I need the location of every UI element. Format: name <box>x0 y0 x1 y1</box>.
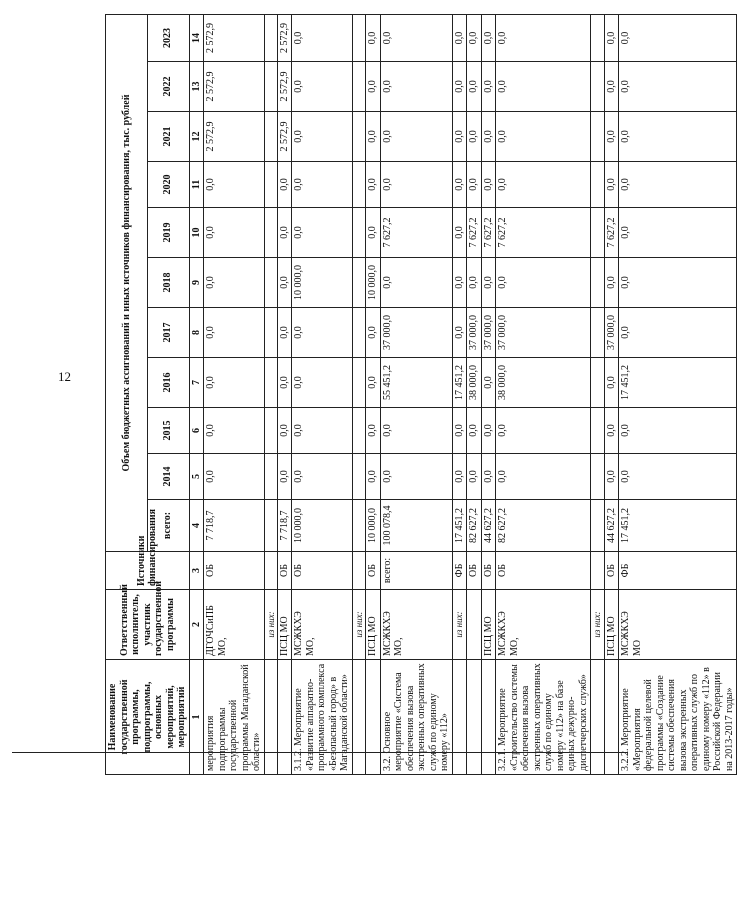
row-name-cell <box>264 660 277 775</box>
row-value-cell: 0,0 <box>204 162 265 208</box>
header-volume: Объем бюджетных ассигнований и иных источников финансирования, тыс. рублей <box>106 14 148 551</box>
row-source-cell: ОБ <box>292 552 353 590</box>
row-executor-cell: ПСЦ МО <box>481 590 496 660</box>
row-value-cell: 17 451,2 <box>452 358 467 408</box>
row-name-cell <box>352 660 365 775</box>
row-value-cell: 0,0 <box>467 112 482 162</box>
row-value-cell <box>352 112 365 162</box>
row-value-cell: 7 718,7 <box>277 500 292 552</box>
row-value-cell: 0,0 <box>604 358 619 408</box>
col-number: 3 <box>189 552 204 590</box>
row-value-cell: 0,0 <box>204 358 265 408</box>
row-value-cell <box>264 62 277 112</box>
col-number: 1 <box>189 660 204 775</box>
header-year: 2017 <box>147 308 189 358</box>
row-value-cell: 7 627,2 <box>481 208 496 258</box>
row-value-cell: 2 572,9 <box>204 14 265 61</box>
row-value-cell: 0,0 <box>604 112 619 162</box>
table-row <box>591 14 604 774</box>
row-source-cell: всего: <box>380 552 452 590</box>
row-value-cell: 0,0 <box>277 308 292 358</box>
row-value-cell <box>352 14 365 61</box>
row-value-cell: 10 000,0 <box>292 258 353 308</box>
table-row <box>352 14 365 774</box>
row-value-cell <box>591 112 604 162</box>
header-year: 2016 <box>147 358 189 408</box>
row-value-cell: 0,0 <box>619 162 737 208</box>
row-source-cell <box>264 552 277 590</box>
row-value-cell: 2 572,9 <box>204 112 265 162</box>
row-value-cell: 0,0 <box>292 408 353 454</box>
row-value-cell: 0,0 <box>604 408 619 454</box>
row-value-cell: 2 572,9 <box>277 112 292 162</box>
row-executor-cell: МСЖКХЭ МО, <box>496 590 591 660</box>
table-row <box>496 14 591 774</box>
row-value-cell: 0,0 <box>292 162 353 208</box>
col-number: 5 <box>189 454 204 500</box>
row-value-cell <box>264 308 277 358</box>
row-executor-cell: ПСЦ МО <box>366 590 381 660</box>
row-value-cell: 7 627,2 <box>467 208 482 258</box>
row-value-cell <box>352 208 365 258</box>
row-value-cell: 0,0 <box>277 454 292 500</box>
row-value-cell: 100 078,4 <box>380 500 452 552</box>
row-name-cell: 3.1.2. Мероприятие «Развитие аппаратно-программного комплекса «Безопасный город» в Магаданской области» <box>292 660 353 775</box>
row-executor-cell: ДГОЧСиПБ МО, <box>204 590 265 660</box>
table-row <box>452 14 467 774</box>
row-value-cell: 0,0 <box>366 208 381 258</box>
row-value-cell <box>352 258 365 308</box>
row-value-cell: 0,0 <box>604 14 619 61</box>
table-row <box>604 14 619 774</box>
row-value-cell: 0,0 <box>204 408 265 454</box>
row-value-cell: 0,0 <box>604 162 619 208</box>
table-row <box>380 14 452 774</box>
header-year: 2022 <box>147 62 189 112</box>
row-value-cell: 0,0 <box>380 258 452 308</box>
row-value-cell <box>591 408 604 454</box>
col-number: 14 <box>189 14 204 61</box>
row-value-cell: 0,0 <box>292 308 353 358</box>
row-value-cell: 0,0 <box>619 258 737 308</box>
row-executor-cell: из них: <box>452 590 467 660</box>
header-year: 2023 <box>147 14 189 61</box>
row-value-cell: 0,0 <box>496 112 591 162</box>
row-source-cell: ОБ <box>604 552 619 590</box>
row-value-cell: 17 451,2 <box>452 500 467 552</box>
row-value-cell: 0,0 <box>452 308 467 358</box>
header-year: 2020 <box>147 162 189 208</box>
row-value-cell: 0,0 <box>496 14 591 61</box>
row-value-cell: 0,0 <box>452 112 467 162</box>
row-value-cell: 0,0 <box>380 454 452 500</box>
row-value-cell: 0,0 <box>292 112 353 162</box>
header-year: 2014 <box>147 454 189 500</box>
row-value-cell: 7 627,2 <box>496 208 591 258</box>
row-value-cell: 0,0 <box>452 14 467 61</box>
header-total: всего: <box>147 500 189 552</box>
row-value-cell <box>352 408 365 454</box>
row-value-cell: 7 718,7 <box>204 500 265 552</box>
row-value-cell: 0,0 <box>467 162 482 208</box>
row-executor-cell: МСЖКХЭ МО, <box>292 590 353 660</box>
row-value-cell: 0,0 <box>366 358 381 408</box>
row-value-cell: 0,0 <box>366 308 381 358</box>
row-value-cell: 0,0 <box>619 208 737 258</box>
row-value-cell: 0,0 <box>366 454 381 500</box>
row-value-cell: 37 000,0 <box>481 308 496 358</box>
row-value-cell: 0,0 <box>277 208 292 258</box>
row-executor-cell: из них: <box>591 590 604 660</box>
row-value-cell <box>352 62 365 112</box>
row-value-cell: 0,0 <box>204 308 265 358</box>
row-value-cell: 0,0 <box>452 162 467 208</box>
row-value-cell: 0,0 <box>204 208 265 258</box>
row-value-cell <box>264 358 277 408</box>
footer-rule <box>12 752 628 753</box>
row-value-cell: 0,0 <box>380 62 452 112</box>
row-value-cell: 37 000,0 <box>467 308 482 358</box>
table-row <box>467 14 482 774</box>
row-value-cell <box>264 408 277 454</box>
row-value-cell: 10 000,0 <box>292 500 353 552</box>
row-value-cell: 37 000,0 <box>496 308 591 358</box>
row-value-cell: 17 451,2 <box>619 358 737 408</box>
row-value-cell <box>264 162 277 208</box>
row-name-cell: 3.2.2. Мероприятие «Мероприятия федеральной целевой программы «Создание системы обеспечения вызова экстренных оперативных служб по единому номеру «112» в Российской Федерации на 2013-2017 годы» <box>619 660 737 775</box>
row-value-cell: 0,0 <box>619 454 737 500</box>
row-name-cell <box>467 660 482 775</box>
row-value-cell: 0,0 <box>496 454 591 500</box>
row-value-cell: 0,0 <box>292 358 353 408</box>
row-value-cell <box>352 162 365 208</box>
column-numbers-row <box>189 14 204 774</box>
col-number: 4 <box>189 500 204 552</box>
row-source-cell: ОБ <box>204 552 265 590</box>
row-value-cell: 0,0 <box>619 62 737 112</box>
row-value-cell: 0,0 <box>481 112 496 162</box>
row-value-cell: 82 627,2 <box>467 500 482 552</box>
row-source-cell: ОБ <box>467 552 482 590</box>
row-name-cell <box>481 660 496 775</box>
col-number: 9 <box>189 258 204 308</box>
row-value-cell: 82 627,2 <box>496 500 591 552</box>
row-name-cell <box>604 660 619 775</box>
row-source-cell: ОБ <box>277 552 292 590</box>
row-executor-cell: из них: <box>352 590 365 660</box>
row-value-cell: 0,0 <box>204 258 265 308</box>
row-value-cell <box>591 358 604 408</box>
col-number: 13 <box>189 62 204 112</box>
row-value-cell: 0,0 <box>496 162 591 208</box>
row-value-cell: 2 572,9 <box>204 62 265 112</box>
row-value-cell: 2 572,9 <box>277 14 292 61</box>
row-value-cell: 0,0 <box>481 62 496 112</box>
row-value-cell: 0,0 <box>452 208 467 258</box>
row-value-cell: 0,0 <box>277 358 292 408</box>
row-value-cell: 0,0 <box>619 14 737 61</box>
row-value-cell <box>264 208 277 258</box>
budget-table <box>105 14 737 775</box>
row-value-cell: 0,0 <box>277 258 292 308</box>
row-value-cell: 38 000,0 <box>496 358 591 408</box>
row-value-cell: 0,0 <box>619 408 737 454</box>
row-value-cell: 44 627,2 <box>604 500 619 552</box>
row-value-cell: 0,0 <box>452 258 467 308</box>
row-value-cell <box>352 500 365 552</box>
row-value-cell: 0,0 <box>481 454 496 500</box>
header-executor: Ответственный исполнитель, участник государственной программы <box>106 590 190 660</box>
row-value-cell: 0,0 <box>366 408 381 454</box>
table-row <box>366 14 381 774</box>
row-value-cell <box>352 454 365 500</box>
row-value-cell: 0,0 <box>604 258 619 308</box>
header-year: 2019 <box>147 208 189 258</box>
row-value-cell: 0,0 <box>467 62 482 112</box>
row-value-cell: 0,0 <box>380 112 452 162</box>
row-value-cell: 0,0 <box>496 258 591 308</box>
header-source: Источники финансирования <box>106 552 190 590</box>
table-body <box>204 14 737 774</box>
row-value-cell: 0,0 <box>481 358 496 408</box>
row-value-cell <box>591 258 604 308</box>
row-source-cell: ОБ <box>496 552 591 590</box>
table-row <box>277 14 292 774</box>
row-value-cell <box>352 358 365 408</box>
row-value-cell: 0,0 <box>366 112 381 162</box>
row-value-cell: 0,0 <box>619 112 737 162</box>
row-executor-cell <box>467 590 482 660</box>
table-row <box>264 14 277 774</box>
row-value-cell <box>591 14 604 61</box>
row-source-cell <box>591 552 604 590</box>
row-value-cell: 0,0 <box>452 408 467 454</box>
row-value-cell: 0,0 <box>380 14 452 61</box>
row-source-cell: ОБ <box>366 552 381 590</box>
row-value-cell: 0,0 <box>452 454 467 500</box>
row-value-cell: 55 451,2 <box>380 358 452 408</box>
row-value-cell: 0,0 <box>452 62 467 112</box>
row-value-cell: 0,0 <box>604 62 619 112</box>
header-year: 2021 <box>147 112 189 162</box>
row-name-cell: 3.2. Основное мероприятие «Система обеспечения вызова экстренных оперативных служб по единому номеру «112» <box>380 660 452 775</box>
row-name-cell: мероприятия подпрограммы государственной программы Магаданской области» <box>204 660 265 775</box>
row-value-cell: 0,0 <box>292 208 353 258</box>
row-value-cell: 0,0 <box>619 308 737 358</box>
col-number: 11 <box>189 162 204 208</box>
row-name-cell <box>277 660 292 775</box>
row-value-cell: 0,0 <box>467 258 482 308</box>
row-value-cell <box>591 454 604 500</box>
row-value-cell <box>264 112 277 162</box>
row-source-cell: ОБ <box>481 552 496 590</box>
col-number: 12 <box>189 112 204 162</box>
col-number: 6 <box>189 408 204 454</box>
table-row <box>619 14 737 774</box>
row-executor-cell: ПСЦ МО <box>604 590 619 660</box>
row-value-cell: 0,0 <box>380 162 452 208</box>
row-source-cell: ФБ <box>619 552 737 590</box>
row-executor-cell: МСЖКХЭ МО, <box>380 590 452 660</box>
row-value-cell <box>591 308 604 358</box>
row-value-cell: 0,0 <box>204 454 265 500</box>
table-row <box>292 14 353 774</box>
row-value-cell: 0,0 <box>366 162 381 208</box>
row-value-cell <box>264 14 277 61</box>
row-value-cell: 0,0 <box>380 408 452 454</box>
col-number: 8 <box>189 308 204 358</box>
row-value-cell: 0,0 <box>467 454 482 500</box>
col-number: 2 <box>189 590 204 660</box>
table-row <box>204 14 265 774</box>
row-value-cell: 10 000,0 <box>366 500 381 552</box>
row-source-cell <box>352 552 365 590</box>
row-executor-cell: МСЖКХЭ МО <box>619 590 737 660</box>
row-value-cell: 0,0 <box>292 62 353 112</box>
row-value-cell: 0,0 <box>481 258 496 308</box>
row-value-cell <box>591 500 604 552</box>
row-value-cell: 0,0 <box>467 408 482 454</box>
row-value-cell: 0,0 <box>467 14 482 61</box>
row-value-cell: 37 000,0 <box>604 308 619 358</box>
row-executor-cell: из них: <box>264 590 277 660</box>
col-number: 7 <box>189 358 204 408</box>
row-value-cell: 0,0 <box>481 408 496 454</box>
row-value-cell: 0,0 <box>366 14 381 61</box>
row-value-cell: 0,0 <box>481 162 496 208</box>
row-value-cell: 0,0 <box>277 408 292 454</box>
header-year: 2018 <box>147 258 189 308</box>
row-name-cell <box>591 660 604 775</box>
row-value-cell <box>591 62 604 112</box>
row-value-cell: 0,0 <box>292 14 353 61</box>
page-number: 12 <box>58 369 71 384</box>
row-value-cell: 0,0 <box>292 454 353 500</box>
row-value-cell: 38 000,0 <box>467 358 482 408</box>
row-name-cell <box>366 660 381 775</box>
row-value-cell <box>591 162 604 208</box>
budget-table-container <box>105 15 735 775</box>
row-value-cell: 0,0 <box>277 162 292 208</box>
row-value-cell: 37 000,0 <box>380 308 452 358</box>
row-value-cell: 2 572,9 <box>277 62 292 112</box>
row-value-cell: 44 627,2 <box>481 500 496 552</box>
row-value-cell: 7 627,2 <box>380 208 452 258</box>
header-name: Наименование государственной программы, подпрограммы, основных мероприятий, мероприятий <box>106 660 190 775</box>
row-source-cell: ФБ <box>452 552 467 590</box>
row-value-cell: 0,0 <box>481 14 496 61</box>
row-value-cell <box>264 454 277 500</box>
row-value-cell <box>352 308 365 358</box>
row-name-cell: 3.2.1. Мероприятие «Строительство системы обеспечения вызова экстренных оперативных служб по единому номеру «112» на базе единых дежурно-диспетчерских служб» <box>496 660 591 775</box>
col-number: 10 <box>189 208 204 258</box>
row-executor-cell: ПСЦ МО <box>277 590 292 660</box>
row-name-cell <box>452 660 467 775</box>
table-row <box>481 14 496 774</box>
row-value-cell: 0,0 <box>366 62 381 112</box>
row-value-cell: 0,0 <box>604 454 619 500</box>
row-value-cell: 17 451,2 <box>619 500 737 552</box>
row-value-cell: 0,0 <box>496 62 591 112</box>
row-value-cell <box>264 258 277 308</box>
row-value-cell: 0,0 <box>496 408 591 454</box>
row-value-cell: 7 627,2 <box>604 208 619 258</box>
row-value-cell <box>591 208 604 258</box>
row-value-cell: 10 000,0 <box>366 258 381 308</box>
row-value-cell <box>264 500 277 552</box>
header-year: 2015 <box>147 408 189 454</box>
